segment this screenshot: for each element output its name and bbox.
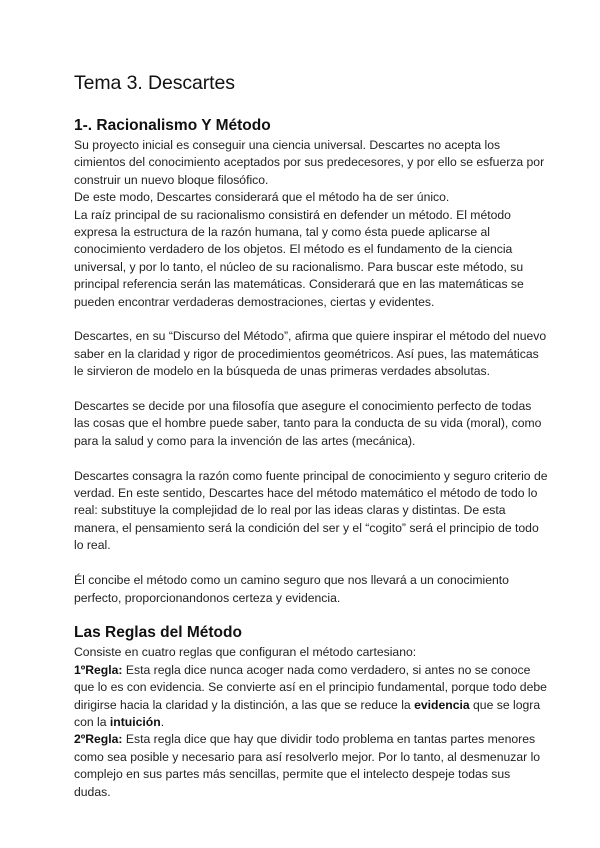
regla-1-text-c: .	[160, 714, 165, 729]
paragraph-raiz-racionalismo: La raíz principal de su racionalismo consistirá en defender un método. El método expresa la estructura de la razón humana, tal y como ésta puede aplicarse al conocimiento verdadero de los objetos. El método es el fundamento de la ciencia universal, y por lo tanto, el núcleo de su racionalismo. Para buscar este método, su principal referencia serán las matemáticas. Considerará que en las matemáticas se pueden encontrar verdaderas demostraciones, ciertas y evidentes.	[74, 207, 524, 309]
paragraph-razon: Descartes consagra la razón como fuente principal de conocimiento y seguro criterio de verdad. En este sentido, Descartes hace del método matemático el método de todo lo real: substituye la complejidad de lo real por las ideas claras y distintas. De esta manera, el pensamiento será la condición del ser y el “cogito” será el principio de todo lo real.	[74, 468, 548, 553]
regla-2-text: Esta regla dice que hay que dividir todo problema en tantas partes menores como sea posible y necesario para así resolverlo mejor. Por lo tanto, al desmenuzar lo complejo en sus partes más sencillas, permite que el intelecto despeje todas sus dudas.	[74, 732, 541, 799]
regla-1-bold-evidencia: evidencia	[414, 697, 470, 712]
regla-1-text-a: Esta regla dice nunca acoger nada como verdadero, si antes no se conoce que lo es con evidencia. Se convierte así en el principio fundamental, porque todo debe dirigirse hacia la claridad y la distinción, a las que se reduce la	[74, 662, 547, 712]
paragraph-regla-1	[74, 662, 548, 732]
section-heading-reglas: Las Reglas del Método	[74, 624, 242, 642]
paragraph-filosofia: Descartes se decide por una filosofía que asegure el conocimiento perfecto de todas las cosas que el hombre puede saber, tanto para la conducta de su vida (moral), como para la salud y como para la invención de las artes (mecánica).	[74, 399, 542, 448]
paragraph-regla-2	[74, 731, 548, 801]
document-title: Tema 3. Descartes	[74, 72, 235, 94]
regla-1-bold-intuicion: intuición	[109, 714, 161, 729]
paragraph-camino-seguro: Él concibe el método como un camino seguro que nos llevará a un conocimiento perfecto, proporcionandonos certeza y evidencia.	[74, 573, 509, 605]
paragraph-discurso-metodo: Descartes, en su “Discurso del Método”, afirma que quiere inspirar el método del nuevo saber en la claridad y rigor de procedimientos geométricos. Así pues, las matemáticas le sirvieron de modelo en la búsqueda de unas primeras verdades absolutas.	[74, 329, 547, 379]
regla-1-label: 1ºRegla:	[74, 662, 123, 677]
section-heading-racionalismo: 1-. Racionalismo Y Método	[74, 117, 271, 134]
regla-1-text-b: que se logra con la	[74, 697, 541, 729]
paragraph-proyecto: Su proyecto inicial es conseguir una ciencia universal. Descartes no acepta los cimientos del conocimiento aceptados por sus predecesores, y por ello se esfuerza por construir un nuevo bloque filosófico.	[74, 138, 545, 187]
paragraph-metodo-unico: De este modo, Descartes considerará que el método ha de ser único.	[74, 190, 450, 205]
paragraph-reglas-intro: Consiste en cuatro reglas que configuran el método cartesiano:	[74, 645, 417, 660]
regla-2-label: 2ºRegla:	[74, 732, 123, 747]
